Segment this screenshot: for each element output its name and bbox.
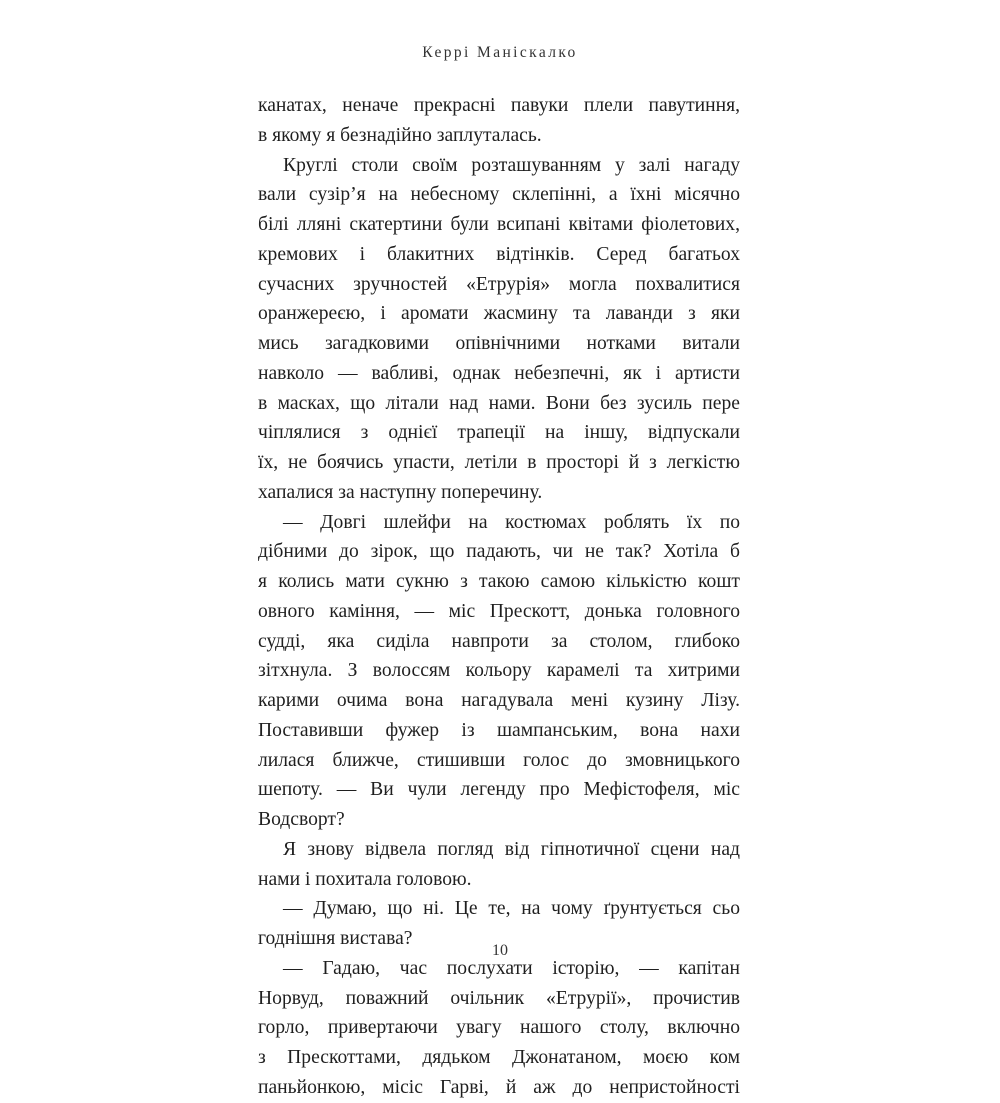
- text-line: білі лляні скатертини були всипані квітами фіолетових,: [258, 214, 740, 235]
- text-line: лилася ближче, стишивши голос до змовницького: [258, 749, 740, 771]
- text-line: горло, привертаючи увагу нашого столу, включно: [258, 1017, 740, 1039]
- text-line: овного каміння, — міс Прескотт, донька головного: [258, 600, 740, 622]
- text-line: Поставивши фужер із шампанським, вона нахи: [258, 719, 740, 741]
- text-line: з Прескоттами, дядьком Джонатаном, моєю ком: [258, 1047, 740, 1068]
- text-line: в якому я безнадійно заплуталась.: [258, 124, 542, 146]
- text-line: хапалися за наступну поперечину.: [258, 481, 543, 503]
- text-line: годнішня вистава?: [258, 928, 413, 949]
- text-line: Норвуд, поважний очільник «Етрурії», прочистив: [258, 987, 740, 1009]
- text-line: зітхнула. З волоссям кольору карамелі та хитрими: [258, 660, 740, 682]
- text-line: мись загадковими опівнічними нотками витали: [258, 333, 740, 354]
- text-line: оранжереєю, і аромати жасмину та лаванди з яки: [258, 303, 740, 325]
- running-head-author: Керрі Маніскалко: [422, 44, 578, 61]
- text-line: їх, не боячись упасти, летіли в просторі й з легкістю: [258, 452, 740, 473]
- text-line: шепоту. — Ви чули легенду про Мефістофеля, міс: [258, 779, 740, 801]
- text-line: Я знову відвела погляд від гіпнотичної сцени над: [283, 838, 740, 860]
- text-line: навколо — вабливі, однак небезпечні, як і артисти: [258, 362, 740, 384]
- text-line: чіплялися з однієї трапеції на іншу, відпускали: [258, 422, 740, 444]
- text-line: — Гадаю, час послухати історію, — капітан: [283, 957, 740, 979]
- text-line: нами і похитала головою.: [258, 868, 472, 890]
- text-line: — Думаю, що ні. Це те, на чому ґрунтується сьо: [283, 898, 740, 920]
- text-line: карими очима вона нагадувала мені кузину Лізу.: [258, 690, 740, 711]
- text-line: сучасних зручностей «Етрурія» могла похвалитися: [258, 273, 740, 295]
- text-line: паньйонкою, місіс Гарві, й аж до непристойності: [258, 1076, 740, 1098]
- text-line: вали сузір’я на небесному склепінні, а їхні місячно: [258, 184, 740, 206]
- text-line: Круглі столи своїм розташуванням у залі нагаду: [283, 154, 740, 176]
- text-line: дібними до зірок, що падають, чи не так? Хотіла б: [258, 541, 740, 563]
- text-line: канатах, неначе прекрасні павуки плели павутиння,: [258, 95, 740, 116]
- text-line: я колись мати сукню з такою самою кількістю кошт: [258, 571, 740, 592]
- text-line: кремових і блакитних відтінків. Серед багатьох: [258, 243, 740, 265]
- text-line: Водсворт?: [258, 809, 345, 830]
- text-line: в масках, що літали над нами. Вони без зусиль пере: [258, 392, 740, 414]
- page-number: 10: [492, 942, 508, 959]
- text-line: судді, яка сиділа навпроти за столом, глибоко: [258, 630, 740, 652]
- text-line: — Довгі шлейфи на костюмах роблять їх по: [283, 511, 740, 533]
